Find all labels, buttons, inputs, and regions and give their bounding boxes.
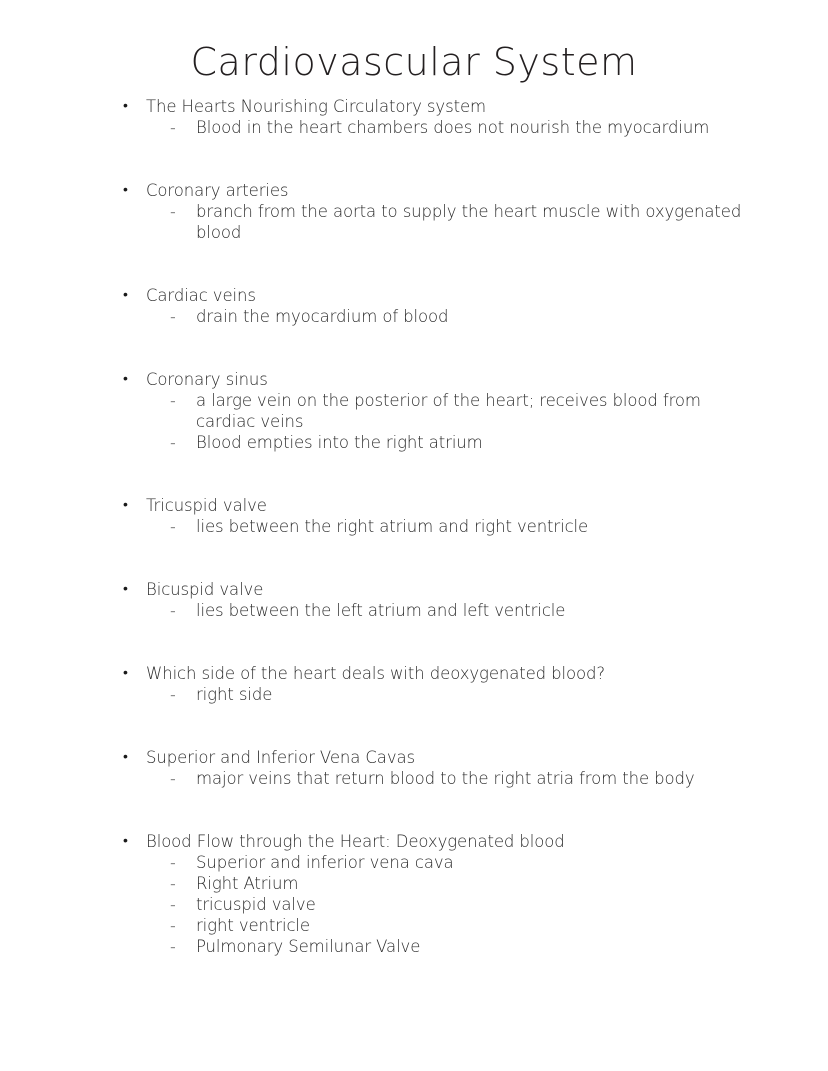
dash-icon: -: [170, 874, 176, 893]
dash-icon: -: [170, 433, 176, 452]
outline-sublist: [118, 201, 758, 243]
outline-sublist: [118, 117, 758, 138]
bullet-icon: •: [123, 665, 128, 681]
bullet-icon: •: [123, 287, 128, 303]
outline-heading: [118, 180, 758, 201]
outline-subitem-label: Right Atrium: [196, 874, 299, 893]
outline-heading-label: Which side of the heart deals with deoxygenated blood?: [146, 664, 606, 683]
outline-subitem: [118, 432, 758, 453]
bullet-icon: •: [123, 98, 128, 114]
outline-subitem: [118, 117, 758, 138]
outline-heading: [118, 831, 758, 852]
bullet-icon: •: [123, 182, 128, 198]
outline-heading: [118, 663, 758, 684]
dash-icon: -: [170, 937, 176, 956]
outline-subitem-label: branch from the aorta to supply the heart muscle with oxygenated blood: [196, 202, 742, 242]
outline-subitem-label: right ventricle: [196, 916, 310, 935]
dash-icon: -: [170, 685, 176, 704]
dash-icon: -: [170, 916, 176, 935]
outline-subitem-label: Blood in the heart chambers does not nourish the myocardium: [196, 118, 710, 137]
bullet-icon: •: [123, 833, 128, 849]
outline-subitem: [118, 390, 758, 432]
dash-icon: -: [170, 202, 176, 221]
outline-section: [118, 747, 758, 789]
outline-subitem-label: Blood empties into the right atrium: [196, 433, 483, 452]
outline-section: [118, 579, 758, 621]
notes-body: [118, 96, 758, 957]
outline-subitem: [118, 894, 758, 915]
outline-section: [118, 831, 758, 957]
outline-heading-label: Tricuspid valve: [146, 496, 267, 515]
bullet-icon: •: [123, 497, 128, 513]
outline-subitem-label: a large vein on the posterior of the heart; receives blood from cardiac veins: [196, 391, 701, 431]
outline-subitem: [118, 684, 758, 705]
outline-sublist: [118, 306, 758, 327]
dash-icon: -: [170, 895, 176, 914]
outline-subitem: [118, 768, 758, 789]
outline-subitem: [118, 306, 758, 327]
outline-heading: [118, 579, 758, 600]
outline-subitem-label: major veins that return blood to the right atria from the body: [196, 769, 695, 788]
dash-icon: -: [170, 769, 176, 788]
outline-sublist: [118, 390, 758, 453]
outline-sublist: [118, 600, 758, 621]
outline-subitem: [118, 936, 758, 957]
outline-subitem-label: right side: [196, 685, 273, 704]
outline-section: [118, 369, 758, 453]
outline-subitem-label: lies between the left atrium and left ventricle: [196, 601, 566, 620]
outline-heading-label: Blood Flow through the Heart: Deoxygenated blood: [146, 832, 565, 851]
outline-heading: [118, 747, 758, 768]
dash-icon: -: [170, 853, 176, 872]
outline-subitem-label: drain the myocardium of blood: [196, 307, 449, 326]
outline-heading-label: Coronary sinus: [146, 370, 268, 389]
outline-sublist: [118, 768, 758, 789]
outline-section: [118, 180, 758, 243]
outline-subitem: [118, 516, 758, 537]
page-title: Cardiovascular System: [190, 40, 638, 84]
outline-subitem: [118, 852, 758, 873]
outline-heading-label: Superior and Inferior Vena Cavas: [146, 748, 415, 767]
outline-sublist: [118, 516, 758, 537]
dash-icon: -: [170, 601, 176, 620]
outline-subitem: [118, 600, 758, 621]
dash-icon: -: [170, 307, 176, 326]
outline-subitem-label: Pulmonary Semilunar Valve: [196, 937, 421, 956]
outline-subitem: [118, 873, 758, 894]
outline-subitem-label: Superior and inferior vena cava: [196, 853, 454, 872]
outline-heading-label: The Hearts Nourishing Circulatory system: [146, 97, 486, 116]
outline-heading: [118, 495, 758, 516]
outline-sublist: [118, 684, 758, 705]
bullet-icon: •: [123, 371, 128, 387]
outline-heading-label: Coronary arteries: [146, 181, 289, 200]
outline-section: [118, 96, 758, 138]
outline-subitem-label: lies between the right atrium and right ventricle: [196, 517, 589, 536]
bullet-icon: •: [123, 581, 128, 597]
outline-subitem-label: tricuspid valve: [196, 895, 316, 914]
outline-heading-label: Cardiac veins: [146, 286, 256, 305]
outline-sublist: [118, 852, 758, 957]
outline-heading: [118, 369, 758, 390]
outline-heading: [118, 285, 758, 306]
outline-section: [118, 663, 758, 705]
outline-subitem: [118, 915, 758, 936]
outline-heading-label: Bicuspid valve: [146, 580, 264, 599]
outline-heading: [118, 96, 758, 117]
dash-icon: -: [170, 118, 176, 137]
outline-subitem: [118, 201, 758, 243]
dash-icon: -: [170, 517, 176, 536]
outline-section: [118, 495, 758, 537]
bullet-icon: •: [123, 749, 128, 765]
dash-icon: -: [170, 391, 176, 410]
outline-section: [118, 285, 758, 327]
